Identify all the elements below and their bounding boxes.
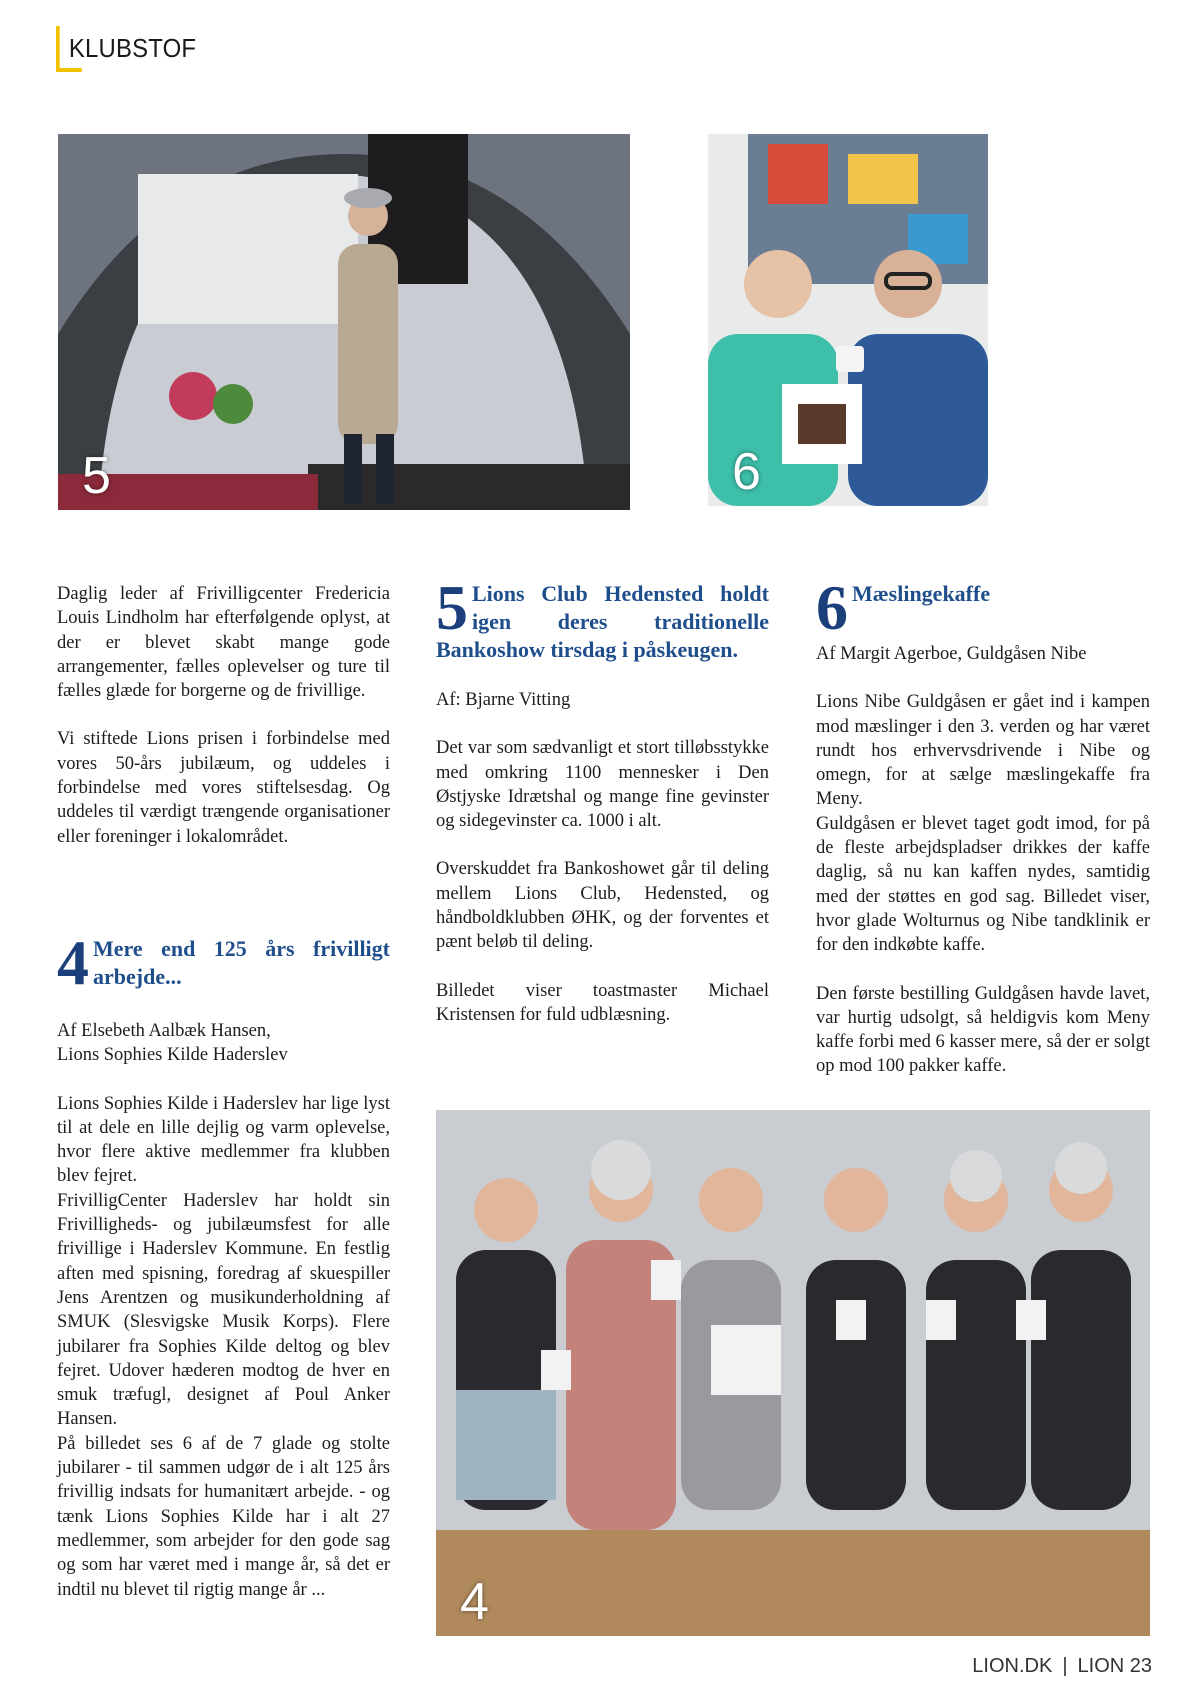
article-5-paragraph: Det var som sædvanligt et stort tilløbsstykke med omkring 1100 mennesker i Den Østjyske Idrætshal og mange fine gevinster og sidegevinster ca. 1000 i alt.: [436, 738, 769, 832]
photo-maeslingekaffe: [708, 134, 988, 506]
right-column: [816, 572, 1150, 1079]
article-4-paragraph: FrivilligCenter Haderslev har holdt sin Frivilligheds- og jubilæumsfest for alle frivillige i Haderslev Kommune. En festlig aften med spisning, foredrag af skuespiller Jens Arentzen og musikunderholdning af SMUK (Slesvigske Musik Korps). Flere jubilarer fra Sophies Kilde deltog og blev fejret. Udover hæderen modtog de hver en smuk træfugl, designet af Poul Anker Hansen.: [57, 1190, 390, 1430]
middle-column: [436, 572, 769, 1027]
photo-jubilarer: [436, 1110, 1150, 1636]
article-5-paragraph: Billedet viser toastmaster Michael Kristensen for fuld udblæsning.: [436, 980, 769, 1025]
article-6-title: Mæslingekaffe: [852, 581, 991, 606]
page-footer: [972, 1655, 1152, 1678]
photo-jubilarer-image: [436, 1110, 1150, 1636]
footer-site-link[interactable]: LION.DK: [972, 1655, 1053, 1677]
article-5-byline: Af: Bjarne Vitting: [436, 690, 571, 710]
article-6-paragraph: Guldgåsen er blevet taget godt imod, for på de fleste arbejdspladser drikkes der kaffe daglig, så nu kan kaffen nydes, samtidig med der støttes en god sag. Billedet viser, hvor glade Wolturnus og Nibe tandklinik er for den indkøbte kaffe.: [816, 813, 1150, 956]
article-4-byline-club: Lions Sophies Kilde Haderslev: [57, 1045, 288, 1066]
article-6-headline: [816, 572, 1150, 643]
photo-number-4: 4: [460, 1573, 489, 1631]
article-left-paragraph: Vi stiftede Lions prisen i forbindelse med vores 50-års jubilæum, og uddeles i forbindelse med vores stiftelsesdag. Og uddeles til værdigt trængende organisationer eller foreninger i lokalområdet.: [57, 729, 390, 847]
article-4-paragraph: Lions Sophies Kilde i Haderslev har lige lyst til at dele en lille dejlig og varm oplevelse, hvor flere aktive medlemmer fra klubben blev fejret.: [57, 1093, 390, 1187]
article-4-title: Mere end 125 års frivilligt arbejde...: [93, 935, 390, 989]
article-5-number: 5: [436, 572, 468, 643]
photo-bankoshow-image: [58, 134, 630, 510]
article-4-paragraph: På billedet ses 6 af de 7 glade og stolte jubilarer - til sammen udgør de i alt 125 års frivillig indsats for humanitært arbejde. - og tænk Lions Sophies Kilde har i alt 27 medlemmer, som arbejder for den gode sag og som har været med i mange år, så det er indtil nu blevet til rigtig mange år ...: [57, 1433, 390, 1600]
left-column: [57, 582, 390, 1602]
footer-separator: |: [1062, 1655, 1068, 1677]
article-5-title: Lions Club Hedensted holdt igen deres traditionelle Bankoshow tirsdag i påskeugen.: [436, 581, 769, 662]
footer-page-number: LION 23: [1077, 1655, 1152, 1677]
section-header: KLUBSTOF: [56, 26, 196, 70]
article-6-paragraph: Den første bestilling Guldgåsen havde lavet, var hurtig udsolgt, så heldigvis kom Meny kaffe forbi med 6 kasser mere, så der er solgt op mod 100 pakker kaffe.: [816, 983, 1150, 1077]
article-6-byline: Af Margit Agerboe, Guldgåsen Nibe: [816, 644, 1087, 664]
article-left-paragraph: Daglig leder af Frivilligcenter Fredericia Louis Lindholm har efterfølgende oplyst, at der er blevet skabt mange gode arrangementer, fælles oplevelser og ture til fælles glæde for borgerne og de frivillige.: [57, 584, 390, 702]
article-4-number: 4: [57, 926, 89, 998]
article-4-headline: [57, 926, 390, 998]
article-4-byline: Af Elsebeth Aalbæk Hansen,: [57, 1020, 271, 1041]
article-5-paragraph: Overskuddet fra Bankoshowet går til deling mellem Lions Club, Hedensted, og håndboldklubben ØHK, og der forventes et pænt beløb til deling.: [436, 859, 769, 953]
article-6-number: 6: [816, 572, 848, 643]
photo-bankoshow: [58, 134, 630, 510]
photo-number-6: 6: [732, 443, 761, 501]
article-6-paragraph: Lions Nibe Guldgåsen er gået ind i kampen mod mæslinger i den 3. verden og har været rundt hos erhvervsdrivende i Nibe og omegn, for at sælge mæslingekaffe fra Meny.: [816, 692, 1150, 810]
photo-number-5: 5: [82, 447, 111, 505]
article-5-headline: [436, 572, 769, 664]
